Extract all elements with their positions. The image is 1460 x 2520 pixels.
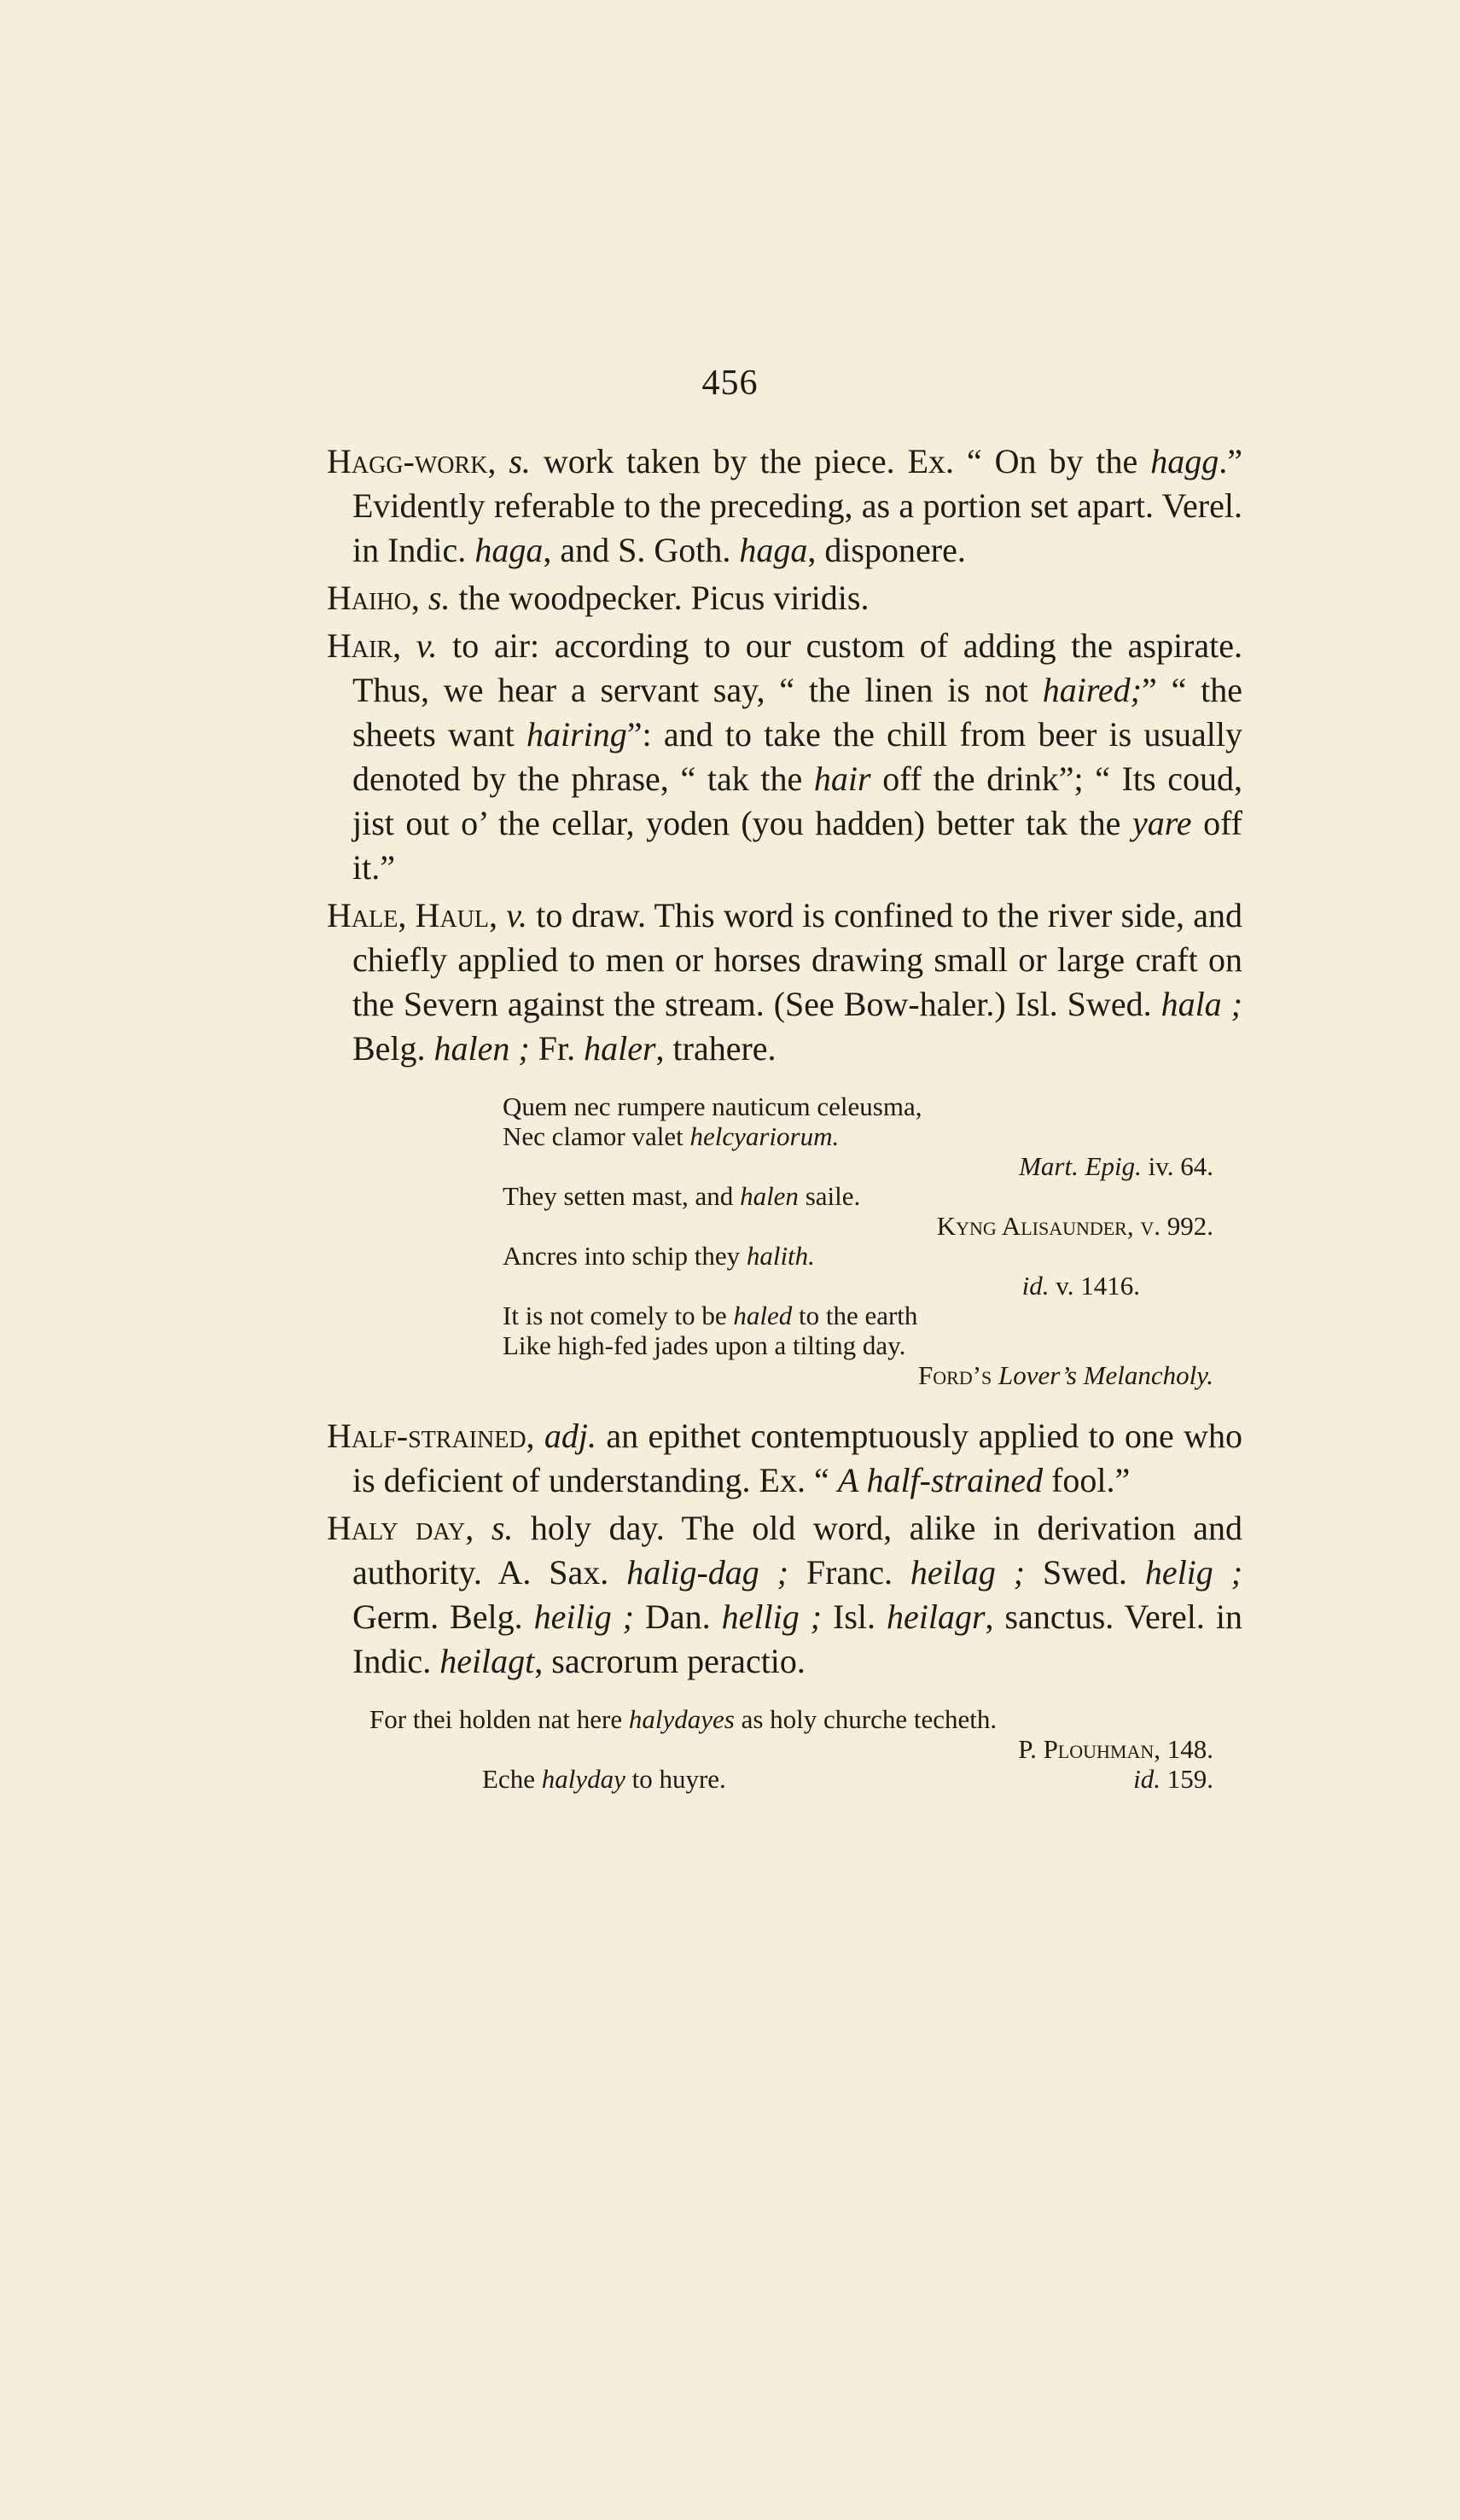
quote-line: They setten mast, and halen saile. (503, 1181, 861, 1211)
italic-text: hairing (526, 715, 627, 754)
text: Fr. (529, 1029, 585, 1068)
quote-line: For thei holden nat here halydayes as holy churche techeth. (369, 1704, 998, 1734)
part-of-speech: v. (506, 896, 528, 934)
text: .” Evidently referable to the preceding, as a portion set apart. Verel. in Indic. (352, 442, 1242, 569)
quote-source: id. v. 1416. (1021, 1271, 1140, 1301)
text: off the drink”; “ Its coud, jist out o’ the cellar, yoden (you hadden) better tak the (352, 759, 1243, 842)
text: Dan. (634, 1598, 722, 1636)
italic-text: heilag ; (910, 1553, 1026, 1592)
italic-text: heilig ; (533, 1598, 634, 1636)
text: , sacrorum peractio. (534, 1642, 806, 1680)
text: , and S. Goth. (543, 531, 740, 569)
text: , trahere. (655, 1029, 777, 1068)
entry-haiho: Haiho, s. the woodpecker. Picus viridis. (327, 579, 870, 617)
quote-source: id. 159. (1133, 1764, 1213, 1794)
text: an epithet contemptuously applied to one who is deficient of understanding. Ex. “ (352, 1417, 1242, 1499)
italic-text: hair (813, 759, 871, 798)
italic-text: heilagt (439, 1642, 535, 1680)
part-of-speech: adj. (544, 1417, 597, 1455)
quote-source: Mart. Epig. iv. 64. (1019, 1151, 1213, 1181)
quote-line: Eche halyday to huyre. id. 159. (482, 1764, 1213, 1794)
entry-hagg-work: Hagg-work, s. work taken by the piece. Ex. “ On by the hagg.” Evidently referable to the preceding, as a portion set apart. Verel. in Indic. haga, and S. Goth. haga, disponere. (327, 442, 1242, 569)
italic-text: hagg (1150, 442, 1219, 480)
entry-hair: Hair, v. to air: according to our custom of adding the aspirate. Thus, we hear a servant say, “ the linen is not haired;” “ the sheets want hairing”: and to take the chill from beer is usually denoted by the phrase, “ tak the hair off the drink”; “ Its coud, jist out o’ the cellar, yoden (you hadden) better tak the yare off it.” (327, 626, 1243, 887)
quote-source: P. Plouhman, 148. (1018, 1734, 1213, 1764)
text: Belg. (352, 1029, 434, 1068)
quotation-block-hale (327, 1091, 1242, 1390)
text: fool.” (1043, 1461, 1131, 1499)
part-of-speech: v. (416, 626, 438, 665)
part-of-speech: s. (509, 442, 531, 480)
text: Swed. (1025, 1553, 1145, 1592)
italic-text: heilagr (886, 1598, 986, 1636)
text: work taken by the piece. Ex. “ On by the (530, 442, 1151, 480)
italic-text: haler (584, 1029, 656, 1068)
text: ” “ the sheets want (352, 671, 1243, 754)
entry-haly-day: Haly day, s. holy day. The old word, alike in derivation and authority. A. Sax. halig-dag ; Franc. heilag ; Swed. helig ; Germ. Belg. heilig ; Dan. hellig ; Isl. heilagr, sanctus. Verel. in Indic. heilagt, sacrorum peractio. (327, 1509, 1243, 1680)
italic-text: yare (1131, 804, 1192, 842)
text: ”: and to take the chill from beer is usually denoted by the phrase, “ tak the (352, 715, 1243, 798)
italic-text: hala ; (1160, 985, 1242, 1023)
part-of-speech: s. (491, 1509, 514, 1547)
italic-text: halig-dag ; (626, 1553, 788, 1592)
text: , sanctus. Verel. in Indic. (352, 1598, 1243, 1680)
headword: Hale, Haul (327, 896, 489, 934)
italic-text: hellig ; (721, 1598, 823, 1636)
italic-text: haga (474, 531, 544, 569)
italic-text: halen ; (433, 1029, 530, 1068)
part-of-speech: s. (428, 579, 451, 617)
text: to air: according to our custom of adding the aspirate. Thus, we hear a servant say, “ the linen is not (352, 626, 1243, 709)
quote-line: Ancres into schip they halith. (503, 1241, 815, 1271)
text: Germ. Belg. (352, 1598, 534, 1636)
quote-source: Ford’s Lover’s Melancholy. (918, 1360, 1213, 1390)
quote-line: Nec clamor valet helcyariorum. (503, 1121, 840, 1151)
text: to draw. This word is confined to the river side, and chiefly applied to men or horses drawing small or large craft on the Severn against the stream. (See Bow-haler.) Isl. Swed. (352, 896, 1243, 1023)
quote-line: Like high-fed jades upon a tilting day. (503, 1330, 906, 1360)
quote-source: Kyng Alisaunder, v. 992. (936, 1211, 1213, 1241)
quote-line: Quem nec rumpere nauticum celeusma, (503, 1091, 922, 1121)
quote-line: It is not comely to be haled to the earth (503, 1301, 918, 1330)
page-number: 456 (701, 364, 759, 403)
glossary-text (327, 439, 1242, 1818)
text: Isl. (822, 1598, 887, 1636)
headword: Haiho (327, 579, 411, 617)
text: , disponere. (807, 531, 966, 569)
entry-half-strained: Half-strained, adj. an epithet contemptuously applied to one who is deficient of understanding. Ex. “ A half-strained fool.” (327, 1417, 1242, 1499)
headword: Half-strained (327, 1417, 526, 1455)
quotation-block-haly-day (327, 1704, 1242, 1794)
text: Franc. (788, 1553, 910, 1592)
italic-text: haga (739, 531, 808, 569)
italic-text: A half-strained (837, 1461, 1044, 1499)
text: the woodpecker. Picus viridis. (450, 579, 870, 617)
text: holy day. The old word, alike in derivation and authority. A. Sax. (352, 1509, 1243, 1592)
headword: Hagg-work (327, 442, 488, 480)
italic-text: haired; (1042, 671, 1143, 709)
headword: Haly day (327, 1509, 466, 1547)
entry-hale: Hale, Haul, v. to draw. This word is confined to the river side, and chiefly applied to men or horses drawing small or large craft on the Severn against the stream. (See Bow-haler.) Isl. Swed. hala ; Belg. halen ; Fr. haler, trahere. (327, 896, 1243, 1068)
headword: Hair (327, 626, 393, 665)
italic-text: helig ; (1144, 1553, 1243, 1592)
text: off it.” (352, 804, 1242, 887)
